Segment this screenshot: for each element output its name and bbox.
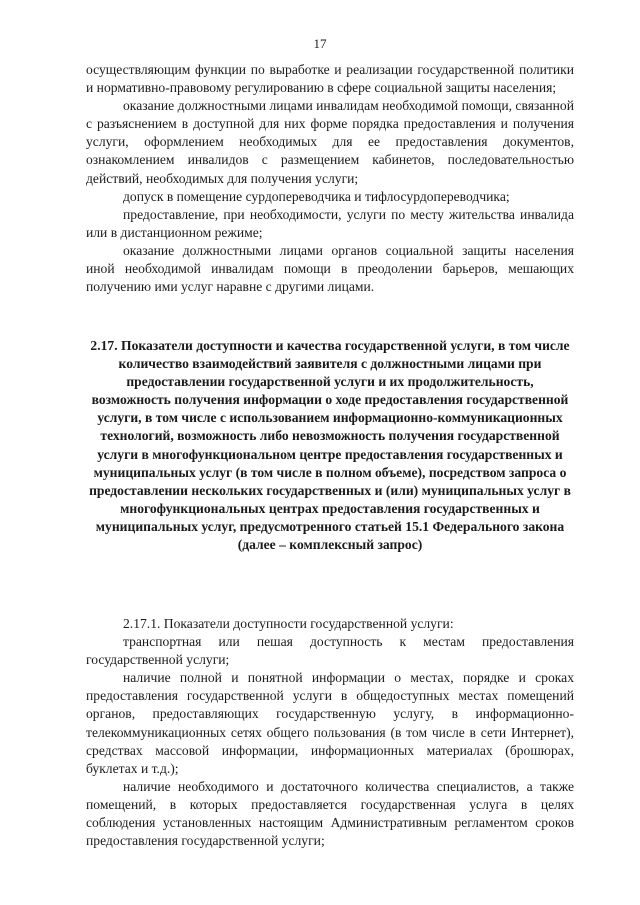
paragraph: наличие необходимого и достаточного количества специалистов, а также помещений, в которых предоставляется государственная услуга в целях соблюдения установленных настоящим Административным регламентом сроков предоставления государственной услуги; — [86, 778, 574, 849]
paragraph: наличие полной и понятной информации о местах, порядке и сроках предоставления государственной услуги в общедоступных местах помещений органов, предоставляющих государственную услугу, в информационно-телекоммуникационных сетях общего пользования (в том числе в сети Интернет), средствах массовой информации, информационных материалах (брошюрах, буклетах и т.д.); — [86, 670, 574, 776]
body-section-2-17-1 — [86, 615, 574, 850]
section-heading-2-17: 2.17. Показатели доступности и качества государственной услуги, в том числе количество взаимодействий заявителя с должностными лицами при предоставлении государственной услуги и их продолжительность, возможность получения информации о ходе предоставления государственной услуги, в том числе с использованием информационно-коммуникационных технологий, возможность либо невозможность получения государственной услуги в многофункциональном центре предоставления государственных и муниципальных услуг (в том числе в полном объеме), посредством запроса о предоставлении нескольких государственных и (или) муниципальных услуг в многофункциональных центрах предоставления государственных и муниципальных услуг, предусмотренного статьей 15.1 Федерального закона (далее – комплексный запрос) — [89, 338, 571, 553]
page-number: 17 — [313, 36, 327, 51]
paragraph: оказание должностными лицами инвалидам необходимой помощи, связанной с разъяснением в доступной для них форме порядка предоставления и получения услуги, оформлением необходимых для ее предоставления документов, ознакомлением инвалидов с размещением кабинетов, последовательностью действий, необходимых для получения услуги; — [86, 98, 574, 186]
paragraph: транспортная или пешая доступность к местам предоставления государственной услуги; — [86, 634, 574, 668]
paragraph: 2.17.1. Показатели доступности государственной услуги: — [123, 616, 454, 631]
paragraph: допуск в помещение сурдопереводчика и тифлосурдопереводчика; — [123, 188, 510, 204]
paragraph: оказание должностными лицами органов социальной защиты населения иной необходимой инвалидам помощи в преодолении барьеров, мешающих получению ими услуг наравне с другими лицами. — [86, 242, 574, 295]
body-section-accessibility-measures — [86, 61, 574, 296]
paragraph: предоставление, при необходимости, услуги по месту жительства инвалида или в дистанционном режиме; — [86, 206, 574, 240]
paragraph: осуществляющим функции по выработке и реализации государственной политики и нормативно-правовому регулированию в сфере социальной защиты населения; — [86, 62, 574, 96]
